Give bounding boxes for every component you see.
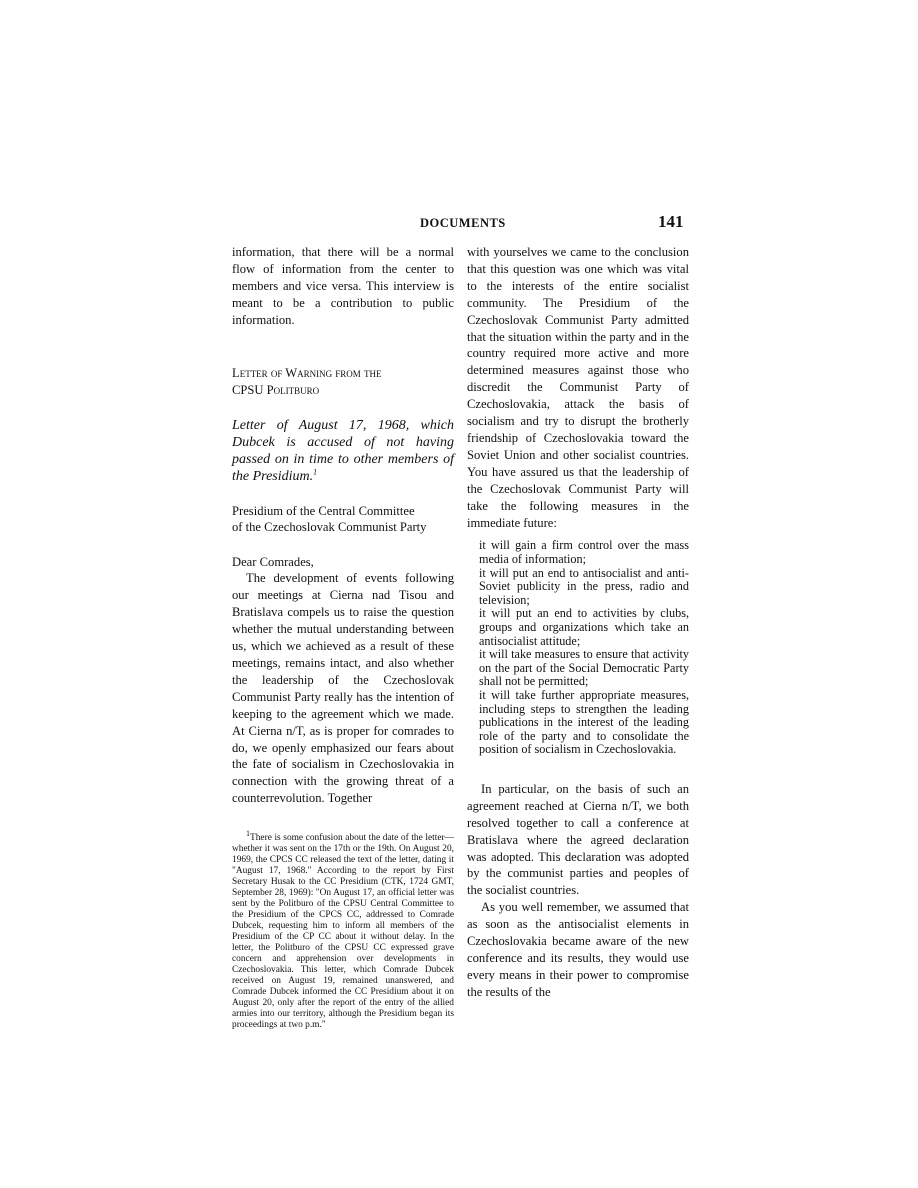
section-heading-line-1: Letter of Warning from the bbox=[232, 365, 382, 380]
footnote-text: There is some confusion about the date of the letter—whether it was sent on the 17th or the 19th. On August 20, 1969, the CPCS CC released the text of the letter, dating it "August 17, 1968." According to the report by First Secretary Husak to the CC Presidium (CTK, 1724 GMT, September 28, 1969): "On August 17, an official letter was sent by the Politburo of the CPSU Central Committee to the Presidium of the CPCS CC, addressed to Comrade Dubcek, requesting him to inform all members of the Presidium of the CP CC about it without delay. In the letter, the Politburo of the CPSU CC expressed grave concern and apprehension over developments in Czechoslovakia. This letter, which Comrade Dubcek received on August 19, remained unanswered, and Comrade Dubcek informed the CC Presidium about it on August 20, only after the report of the entry of the allied armies into our territory, although the Presidium began its proceedings at two p.m." bbox=[232, 833, 454, 1031]
addressee-line-1: Presidium of the Central Committee bbox=[232, 503, 415, 518]
continuation-paragraph: information, that there will be a normal flow of information from the center to members and vice versa. This interview is meant to be a contribution to public information. bbox=[232, 245, 454, 327]
footnote-number: 1 bbox=[246, 829, 250, 838]
right-paragraph-1: with yourselves we came to the conclusion that this question was one which was vital to the interests of the entire socialist community. The Presidium of the Czechoslovak Communist Party admitted that the situation within the party and in the country required more active and more determined measures against those who discredit the Communist Party of Czechoslovakia, attack the basis of socialism and try to disrupt the brotherly friendship of Czechoslovakia toward the Soviet Union and other socialist countries. You have assured us that the leadership of the Czechoslovak Communist Party will take the following measures in the immediate future: bbox=[467, 245, 689, 530]
addressee bbox=[232, 503, 454, 536]
list-item: it will put an end to activities by clubs, groups and organizations which take an antisocialist attitude; bbox=[479, 606, 689, 648]
left-column bbox=[232, 244, 454, 1031]
section-heading bbox=[232, 365, 454, 399]
list-item: it will put an end to antisocialist and anti-Soviet publicity in the press, radio and television; bbox=[479, 565, 689, 607]
footnote-paragraph bbox=[232, 829, 454, 1031]
section-heading-line-2: CPSU Politburo bbox=[232, 382, 320, 397]
list-item: it will take further appropriate measures, including steps to strengthen the leading publications in the interest of the leading role of the party and to consolidate the position of socialism in Czechoslovakia. bbox=[479, 687, 689, 757]
right-column bbox=[467, 244, 689, 1001]
page-number: 141 bbox=[658, 212, 684, 231]
letter-subtitle bbox=[232, 417, 454, 485]
list-item: it will take measures to ensure that activity on the part of the Social Democratic Party shall not be permitted; bbox=[479, 647, 689, 689]
footnote-reference: 1 bbox=[313, 466, 318, 476]
right-paragraph-3: As you well remember, we assumed that as soon as the antisocialist elements in Czechoslovakia became aware of the new conference and its results, they would use every means in their power to compromise the results of the bbox=[467, 900, 689, 999]
letter-body-paragraph: The development of events following our meetings at Cierna nad Tisou and Bratislava compels us to raise the question whether the mutual understanding between us, which we achieved as a result of these meetings, remains intact, and also whether the leadership of the Czechoslovak Communist Party really has the intention of keeping to the agreement which we made. At Cierna n/T, as is proper for comrades to do, we openly emphasized our fears about the fate of socialism in Czechoslovakia in connection with the growing threat of a counterrevolution. Together bbox=[232, 571, 454, 806]
addressee-line-2: of the Czechoslovak Communist Party bbox=[232, 520, 427, 535]
running-title: DOCUMENTS bbox=[420, 216, 506, 230]
footnote bbox=[232, 829, 454, 1031]
salutation: Dear Comrades, bbox=[232, 554, 314, 569]
list-item: it will gain a firm control over the mass media of information; bbox=[479, 538, 689, 566]
right-paragraph-2: In particular, on the basis of such an agreement reached at Cierna n/T, we both resolved together to call a conference at Bratislava where the agreed declaration was adopted. This declaration was adopted by the communist parties and peoples of the socialist countries. bbox=[467, 781, 689, 898]
letter-subtitle-text: Letter of August 17, 1968, which Dubcek is accused of not having passed on in time to other members of the Presidium. bbox=[232, 417, 454, 484]
measures-list bbox=[479, 539, 689, 757]
